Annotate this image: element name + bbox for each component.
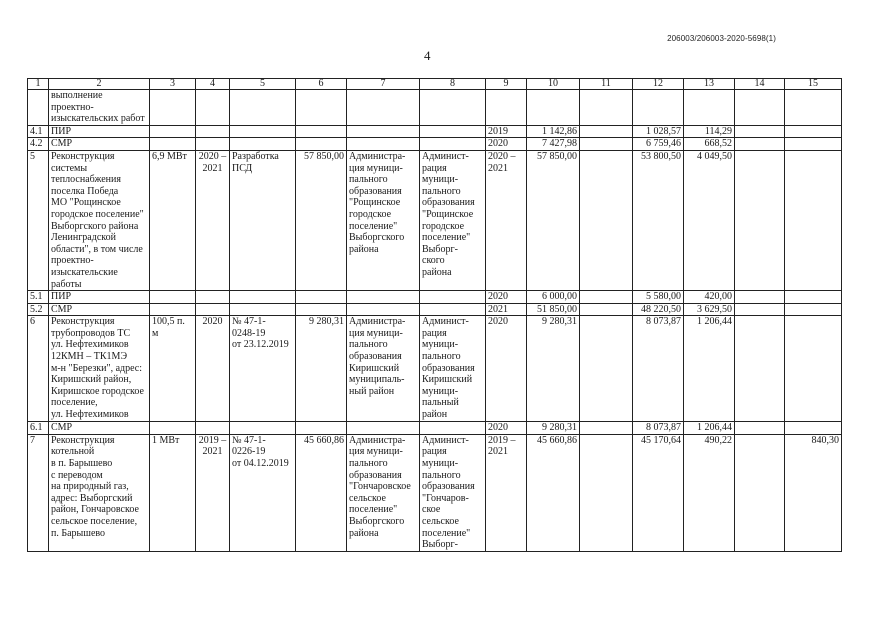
table-row <box>28 138 842 151</box>
table-cell: 57 850,00 <box>296 150 347 290</box>
table-cell: Админист- рация муници- пального образования "Рощинское городское поселение" Выборг- ского района <box>420 150 486 290</box>
table-cell: Админист- рация муници- пального образования "Гончаров- ское сельское поселение" Выборг- <box>420 434 486 551</box>
table-cell <box>735 90 785 126</box>
table-cell: 5 <box>28 150 49 290</box>
table-cell <box>580 150 633 290</box>
table-cell <box>196 125 230 138</box>
table-cell <box>580 303 633 316</box>
table-cell: Реконструкция котельной в п. Барышево с переводом на природный газ, адрес: Выборгский район, Гончаровское сельское поселение, п. Барышево <box>49 434 150 551</box>
table-cell: Администра- ция муници- пального образования Киришский муниципаль- ный район <box>347 316 420 422</box>
table-cell: Реконструкция системы теплоснабжения поселка Победа МО "Рощинское городское поселение" Выборгского района Ленинградской области", в том числе проектно- изыскательские работы <box>49 150 150 290</box>
table-header-row <box>28 79 842 90</box>
column-header: 13 <box>684 79 735 90</box>
table-cell: Администра- ция муници- пального образования "Гончаровское сельское поселение" Выборгского района <box>347 434 420 551</box>
table-cell: Разработка ПСД <box>230 150 296 290</box>
table-cell <box>196 422 230 435</box>
table-cell <box>420 303 486 316</box>
table-cell <box>150 90 196 126</box>
table-cell <box>735 316 785 422</box>
column-header: 11 <box>580 79 633 90</box>
table-cell: 4 049,50 <box>684 150 735 290</box>
column-header: 1 <box>28 79 49 90</box>
table-cell <box>347 291 420 304</box>
table-cell: 490,22 <box>684 434 735 551</box>
column-header: 5 <box>230 79 296 90</box>
table-cell: 2020 <box>486 138 527 151</box>
table-cell <box>347 303 420 316</box>
table-cell <box>196 303 230 316</box>
table-cell <box>580 125 633 138</box>
table-cell <box>633 90 684 126</box>
column-header: 3 <box>150 79 196 90</box>
table-cell: 2019 <box>486 125 527 138</box>
table-cell: 2020 <box>486 291 527 304</box>
table-cell: 4.1 <box>28 125 49 138</box>
table-cell <box>785 422 842 435</box>
table-cell: 2020 – 2021 <box>486 150 527 290</box>
table-row <box>28 316 842 422</box>
table-cell: 6,9 МВт <box>150 150 196 290</box>
table-cell <box>527 90 580 126</box>
table-cell: ПИР <box>49 125 150 138</box>
table-cell <box>296 291 347 304</box>
table-cell <box>296 125 347 138</box>
table-row <box>28 422 842 435</box>
table-cell: 7 <box>28 434 49 551</box>
table-cell <box>150 422 196 435</box>
table-cell: 8 073,87 <box>633 316 684 422</box>
table-cell: 6.1 <box>28 422 49 435</box>
budget-table <box>27 78 842 552</box>
table-cell <box>580 90 633 126</box>
column-header: 8 <box>420 79 486 90</box>
table-row <box>28 291 842 304</box>
table-cell <box>420 138 486 151</box>
table-cell: 1 МВт <box>150 434 196 551</box>
page-number: 4 <box>424 48 431 63</box>
table-cell <box>230 303 296 316</box>
table-cell: 53 800,50 <box>633 150 684 290</box>
table-cell: ПИР <box>49 291 150 304</box>
table-cell: 2020 – 2021 <box>196 150 230 290</box>
table-cell <box>150 125 196 138</box>
table-cell <box>486 90 527 126</box>
table-cell: Админист- рация муници- пального образования Киришский муници- пальный район <box>420 316 486 422</box>
table-row <box>28 434 842 551</box>
column-header: 14 <box>735 79 785 90</box>
table-cell <box>296 422 347 435</box>
column-header: 12 <box>633 79 684 90</box>
table-cell: 9 280,31 <box>527 316 580 422</box>
column-header: 4 <box>196 79 230 90</box>
table-cell: 9 280,31 <box>296 316 347 422</box>
table-cell: 2019 – 2021 <box>196 434 230 551</box>
table-cell: 4.2 <box>28 138 49 151</box>
table-cell <box>230 125 296 138</box>
table-cell <box>580 422 633 435</box>
table-cell: 5 580,00 <box>633 291 684 304</box>
table-cell: 2019 – 2021 <box>486 434 527 551</box>
table-cell <box>684 90 735 126</box>
column-header: 2 <box>49 79 150 90</box>
table-cell <box>735 125 785 138</box>
table-cell: № 47-1- 0226-19 от 04.12.2019 <box>230 434 296 551</box>
table-cell: 668,52 <box>684 138 735 151</box>
table-cell <box>735 138 785 151</box>
table-cell <box>296 138 347 151</box>
table-cell: 6 759,46 <box>633 138 684 151</box>
table-cell: 5.1 <box>28 291 49 304</box>
table-cell: 45 660,86 <box>296 434 347 551</box>
table-cell: 2020 <box>196 316 230 422</box>
table-cell <box>735 434 785 551</box>
table-cell <box>347 138 420 151</box>
table-cell <box>785 291 842 304</box>
table-cell: 6 <box>28 316 49 422</box>
table-cell <box>420 422 486 435</box>
table-cell <box>296 90 347 126</box>
table-cell <box>420 291 486 304</box>
table-cell: 2020 <box>486 316 527 422</box>
column-header: 7 <box>347 79 420 90</box>
column-header: 6 <box>296 79 347 90</box>
table-cell <box>150 303 196 316</box>
table-cell <box>785 303 842 316</box>
table-cell <box>196 90 230 126</box>
table-cell <box>735 303 785 316</box>
document-id: 206003/206003-2020-5698(1) <box>667 34 776 43</box>
table-cell: 420,00 <box>684 291 735 304</box>
table-cell: СМР <box>49 422 150 435</box>
table-cell <box>150 291 196 304</box>
table-cell <box>785 125 842 138</box>
table-cell <box>196 138 230 151</box>
column-header: 15 <box>785 79 842 90</box>
table-cell: Администра- ция муници- пального образования "Рощинское городское поселение" Выборгского района <box>347 150 420 290</box>
table-cell <box>785 90 842 126</box>
table-row <box>28 150 842 290</box>
table-cell <box>230 422 296 435</box>
table-cell <box>735 150 785 290</box>
table-cell <box>347 90 420 126</box>
table-cell: 45 660,86 <box>527 434 580 551</box>
table-cell: Реконструкция трубопроводов ТС ул. Нефтехимиков 12КМН – ТК1МЭ м-н "Березки", адрес: Киришский район, Киришское городское поселение, ул. Нефтехимиков <box>49 316 150 422</box>
table-cell <box>150 138 196 151</box>
table-cell: 8 073,87 <box>633 422 684 435</box>
table-cell <box>347 422 420 435</box>
table-cell <box>580 434 633 551</box>
table-cell <box>196 291 230 304</box>
table-cell <box>580 138 633 151</box>
table-cell: 2021 <box>486 303 527 316</box>
table-cell <box>580 291 633 304</box>
table-cell <box>735 422 785 435</box>
table-cell: СМР <box>49 303 150 316</box>
table-cell <box>230 291 296 304</box>
table-cell <box>347 125 420 138</box>
column-header: 10 <box>527 79 580 90</box>
table-cell: 45 170,64 <box>633 434 684 551</box>
table-cell <box>785 316 842 422</box>
table-cell: № 47-1- 0248-19 от 23.12.2019 <box>230 316 296 422</box>
table-cell <box>785 138 842 151</box>
table-cell <box>420 125 486 138</box>
table-cell <box>735 291 785 304</box>
table-cell <box>785 150 842 290</box>
table-cell: 51 850,00 <box>527 303 580 316</box>
table-cell <box>420 90 486 126</box>
table-cell: 48 220,50 <box>633 303 684 316</box>
table-cell <box>580 316 633 422</box>
table-cell: 5.2 <box>28 303 49 316</box>
table-cell: 6 000,00 <box>527 291 580 304</box>
table-cell: 57 850,00 <box>527 150 580 290</box>
table-cell: 114,29 <box>684 125 735 138</box>
table-cell <box>230 90 296 126</box>
table-cell <box>28 90 49 126</box>
table-row <box>28 303 842 316</box>
table-cell: 7 427,98 <box>527 138 580 151</box>
table-cell: 100,5 п. м <box>150 316 196 422</box>
table-cell: 3 629,50 <box>684 303 735 316</box>
table-cell: выполнение проектно- изыскательских работ <box>49 90 150 126</box>
table-row <box>28 125 842 138</box>
table-cell: 1 028,57 <box>633 125 684 138</box>
table-cell <box>230 138 296 151</box>
table-cell: 1 206,44 <box>684 316 735 422</box>
column-header: 9 <box>486 79 527 90</box>
table-cell: 840,30 <box>785 434 842 551</box>
table-cell: 1 206,44 <box>684 422 735 435</box>
table-row <box>28 90 842 126</box>
table-cell: 9 280,31 <box>527 422 580 435</box>
table-cell: СМР <box>49 138 150 151</box>
table-cell: 1 142,86 <box>527 125 580 138</box>
table-cell <box>296 303 347 316</box>
table-cell: 2020 <box>486 422 527 435</box>
